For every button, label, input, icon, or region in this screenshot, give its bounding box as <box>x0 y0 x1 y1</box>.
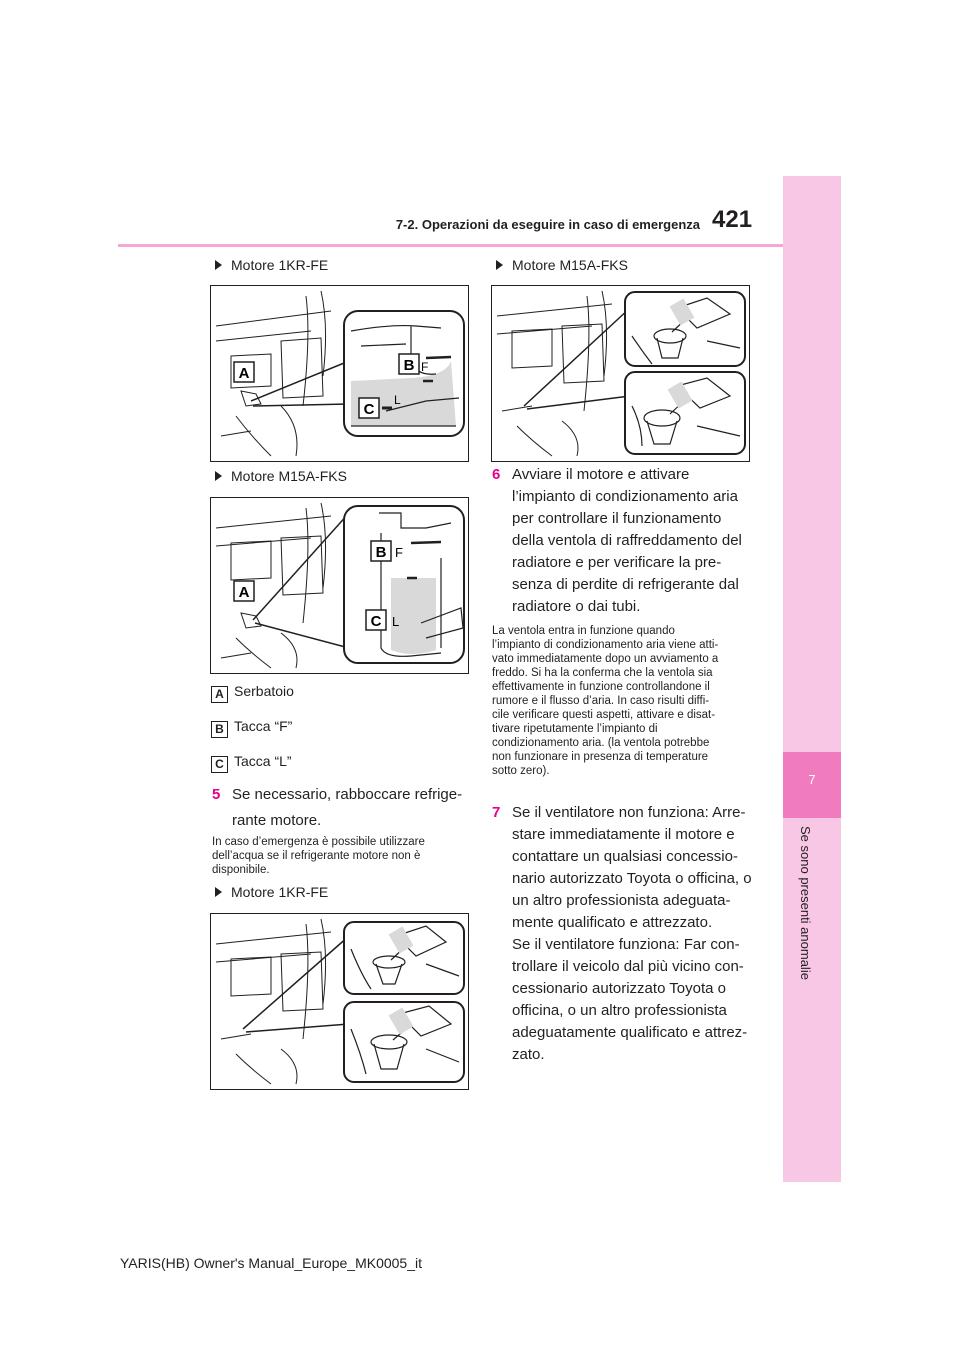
figure-m15a-fks-refill <box>491 285 750 462</box>
heading-1kr-fe-level: Motore 1KR-FE <box>215 257 328 273</box>
page-number: 421 <box>712 206 753 233</box>
note-fan-operation: La ventola entra in funzione quando l’impianto di condizionamento aria viene atti- vato immediatamente dopo un avviamento a freddo. Si ha la conferma che la ventola sia effettivamente in funzione controllandone il rumore e il flusso d’aria. In caso risulti diffi- cile verificare questi aspetti, attivare e disat- tivare ripetutamente l’impianto di condizionamento aria. (la ventola potrebbe non funzionare in presenza di temperature sotto zero). <box>492 625 719 777</box>
legend-item-a: A Serbatoio <box>211 683 294 703</box>
figure-label-c: C <box>363 401 375 418</box>
figure-1kr-fe-refill <box>210 913 469 1090</box>
chapter-title: Se sono presenti anomalie <box>798 826 813 980</box>
step-5: 5 Se necessario, rabboccare refrige- rante motore. <box>212 786 463 829</box>
figure-label-a: A <box>238 584 250 601</box>
heading-m15a-fks-level: Motore M15A-FKS <box>215 468 347 484</box>
step-7: 7 Se il ventilatore non funziona: Arre- stare immediatamente il motore e contattare un qualsiasi concessio- nario autorizzato Toyota o officina, o un altro professionista adeguata- mente qualificato e attrezzato. Se il ventilatore funziona: Far con- trollare il veicolo dal più vicino con- cessionario autorizzato Toyota o officina, o un altro professionista adeguatamente qualificato e attrez- zato. <box>492 804 752 1063</box>
figure-label-l: L <box>394 393 401 407</box>
figure-label-a: A <box>238 365 250 382</box>
step-number: 7 <box>492 804 501 821</box>
bullet-triangle-icon <box>215 887 222 897</box>
chapter-title-vertical <box>798 826 828 1026</box>
step-6: 6 Avviare il motore e attivare l’impianto di condizionamento aria per controllare il funzionamento della ventola di raffreddamento del radiatore e per verificare la pre- senza di perdite di refrigerante dal radiatore o dai tubi. <box>492 466 742 615</box>
chapter-side-tab <box>783 176 841 1182</box>
legend-item-c: C Tacca “L” <box>211 753 292 773</box>
bullet-triangle-icon <box>215 260 222 270</box>
chapter-number: 7 <box>808 772 816 787</box>
footer-manual-id: YARIS(HB) Owner's Manual_Europe_MK0005_it <box>120 1255 422 1271</box>
figure-label-f: F <box>395 545 403 560</box>
figure-label-b: B <box>403 357 415 374</box>
legend-item-b: B Tacca “F” <box>211 718 292 738</box>
figure-1kr-fe-reservoir <box>210 285 469 462</box>
heading-m15a-fks-refill: Motore M15A-FKS <box>496 257 628 273</box>
bullet-triangle-icon <box>496 260 503 270</box>
figure-label-f: F <box>421 360 429 374</box>
section-title: 7-2. Operazioni da eseguire in caso di emergenza <box>395 217 700 232</box>
figure-label-b: B <box>375 544 387 561</box>
header-rule <box>118 244 783 247</box>
bullet-triangle-icon <box>215 471 222 481</box>
figure-label-c: C <box>370 613 382 630</box>
step-number: 5 <box>212 786 221 803</box>
figure-label-l: L <box>392 614 400 629</box>
heading-1kr-fe-refill: Motore 1KR-FE <box>215 884 328 900</box>
step-number: 6 <box>492 466 501 483</box>
figure-m15a-fks-reservoir <box>210 497 469 674</box>
note-emergency-water: In caso d’emergenza è possibile utilizzare dell’acqua se il refrigerante motore non è disponibile. <box>212 836 425 876</box>
